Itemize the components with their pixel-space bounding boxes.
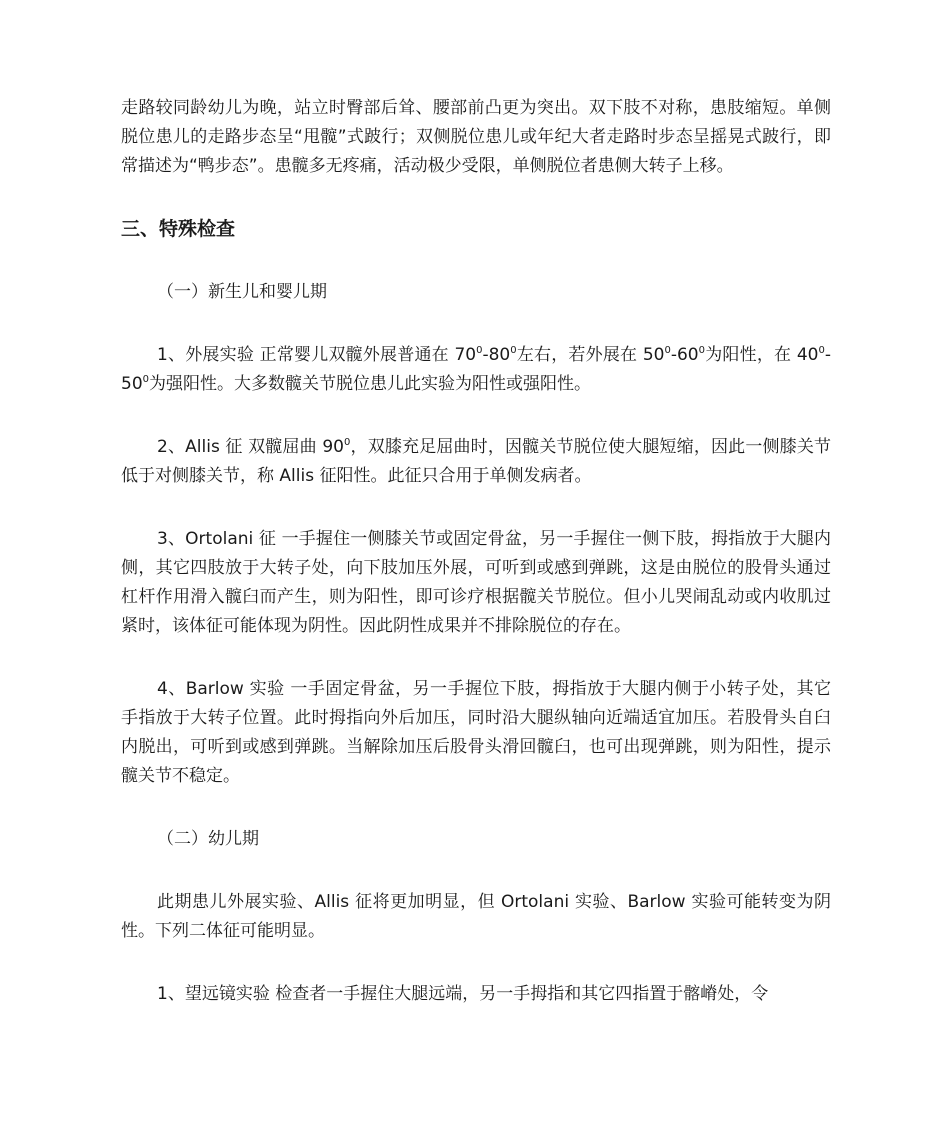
intro-paragraph: 走路较同龄幼儿为晚，站立时臀部后耸、腰部前凸更为突出。双下肢不对称，患肢缩短。单侧脱位患儿的走路步态呈“甩髋”式跛行；双侧脱位患儿或年纪大者走路时步态呈摇晃式跛行，即常描述为“鸭步态”。患髋多无疼痛，活动极少受限，单侧脱位者患侧大转子上移。 xyxy=(121,98,831,176)
paragraph-allis-sign: 2、Allis 征 双髋屈曲 $90^0$，双膝充足屈曲时，因髋关节脱位使大腿短缩，因此一侧膝关节低于对侧膝关节，称 Allis 征阳性。此征只合用于单侧发病者。 xyxy=(121,437,831,486)
document-page xyxy=(121,94,831,1009)
paragraph-toddler-stage: 此期患儿外展实验、Allis 征将更加明显，但 Ortolani 实验、Barlow 实验可能转变为阴性。下列二体征可能明显。 xyxy=(121,892,831,941)
section-heading: 三、特殊检查 xyxy=(121,218,236,240)
subsection-heading-newborn: （一）新生儿和婴儿期 xyxy=(157,282,327,302)
paragraph-barlow-test: 4、Barlow 实验 一手固定骨盆，另一手握位下肢，拇指放于大腿内侧于小转子处，其它手指放于大转子位置。此时拇指向外后加压，同时沿大腿纵轴向近端适宜加压。若股骨头自臼内脱出，可听到或感到弹跳。当解除加压后股骨头滑回髋臼，也可出现弹跳，则为阳性，提示髋关节不稳定。 xyxy=(121,679,831,786)
paragraph-telescope-test: 1、望远镜实验 检查者一手握住大腿远端，另一手拇指和其它四指置于髂嵴处，令 xyxy=(157,984,769,1004)
paragraph-ortolani-sign: 3、Ortolani 征 一手握住一侧膝关节或固定骨盆，另一手握住一侧下肢，拇指放于大腿内侧，其它四肢放于大转子处，向下肢加压外展，可听到或感到弹跳，这是由脱位的股骨头通过杠杆作用滑入髋臼而产生，则为阳性，即可诊疗根据髋关节脱位。但小儿哭闹乱动或内收肌过紧时，该体征可能体现为阴性。因此阴性成果并不排除脱位的存在。 xyxy=(121,529,831,636)
subsection-heading-toddler: （二）幼儿期 xyxy=(157,829,259,849)
paragraph-abduction-test: 1、外展实验 正常婴儿双髋外展普通在 $70^0-80^0$左右，若外展在 $50^0-60^0$为阳性，在 $40^0-50^0$为强阳性。大多数髋关节脱位患儿此实验为阳性或强阳性。 xyxy=(121,345,831,394)
